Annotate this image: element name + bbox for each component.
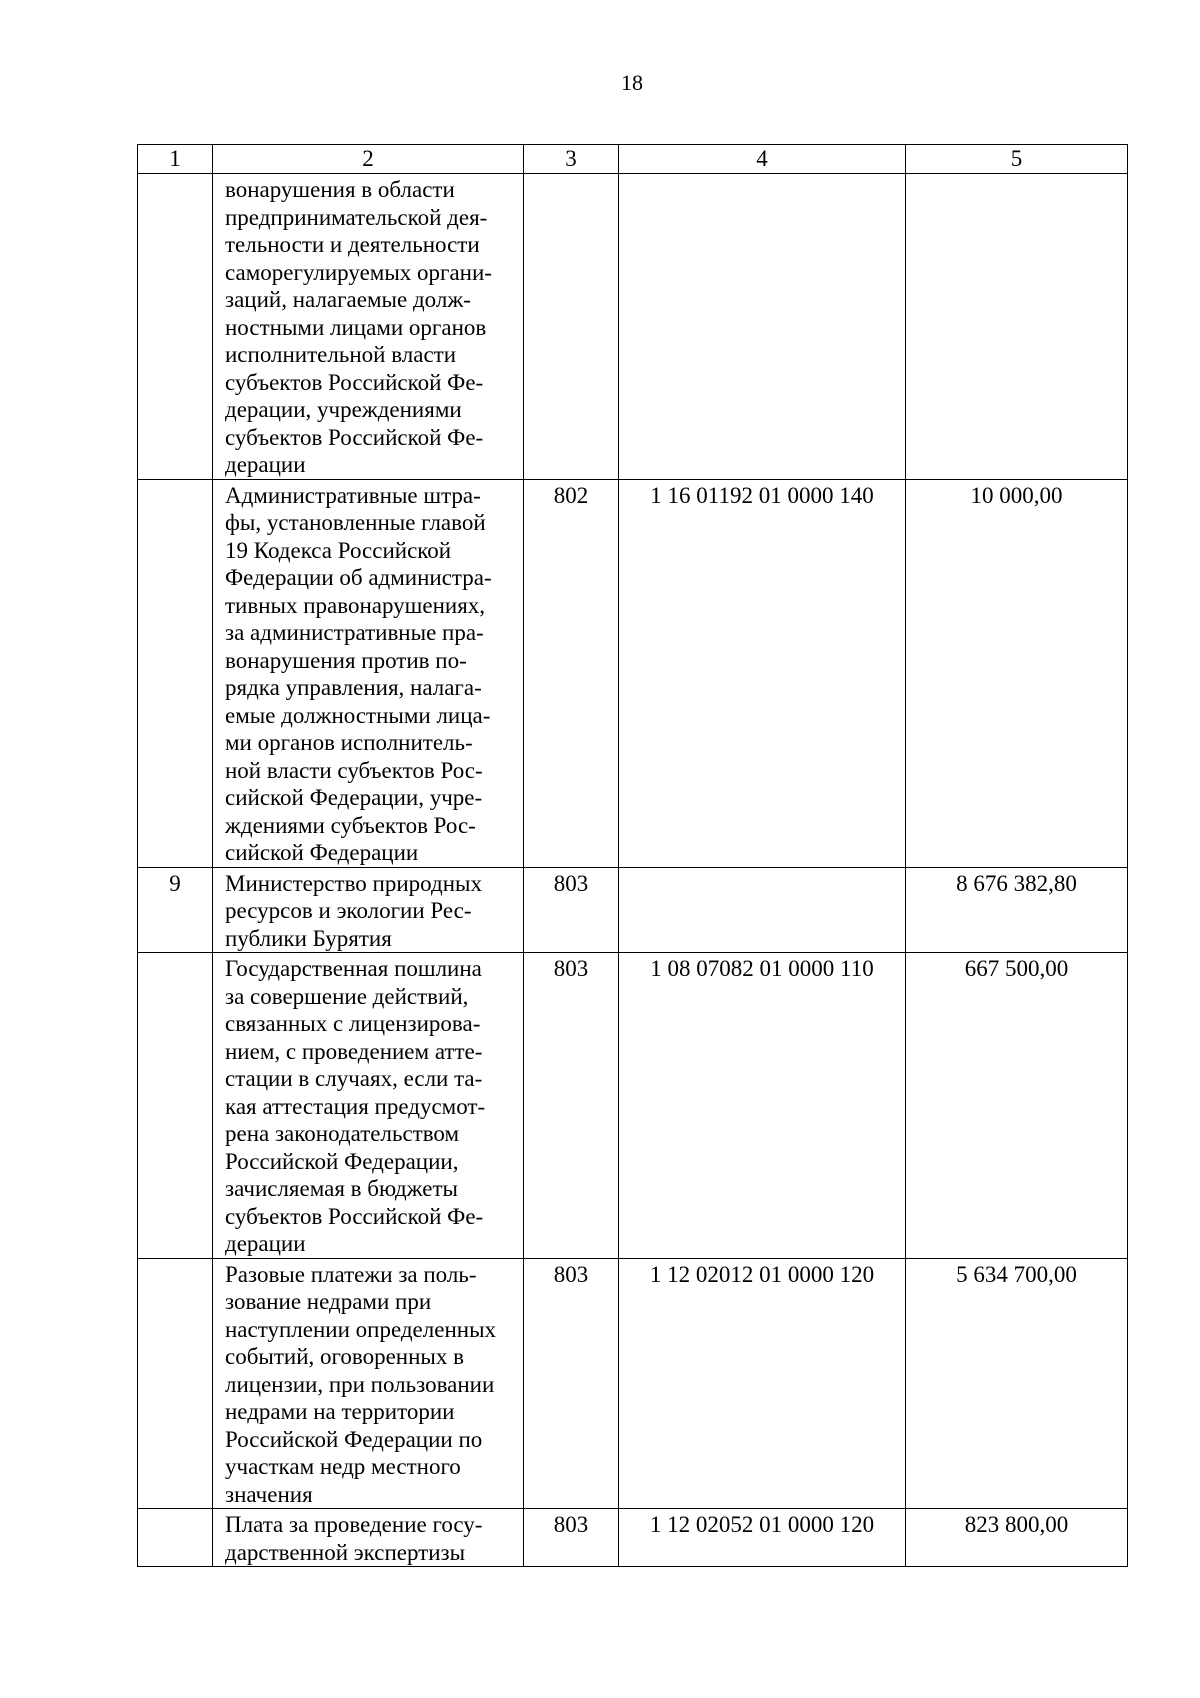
admin-code-cell: 802	[524, 479, 619, 867]
description-cell: Административные штра- фы, установленные главой 19 Кодекса Российской Федерации об администра- тивных правонарушениях, за административные пра- вонарушения против по- рядка управления, налага- емые должностными лица- ми органов исполнитель- ной власти субъектов Рос- сийской Федерации, учре- ждениями субъектов Рос- сийской Федерации	[213, 479, 524, 867]
table-row	[138, 953, 1128, 1259]
row-number-cell	[138, 479, 213, 867]
row-number-cell: 9	[138, 867, 213, 953]
row-number-cell	[138, 174, 213, 480]
column-header: 5	[906, 145, 1128, 174]
table-row	[138, 479, 1128, 867]
description-cell: Разовые платежи за поль- зование недрами при наступлении определенных событий, оговоренных в лицензии, при пользовании недрами на территории Российской Федерации по участкам недр местного значения	[213, 1258, 524, 1509]
description-cell: вонарушения в области предпринимательской дея- тельности и деятельности саморегулируемых органи- заций, налагаемые долж- ностными лицами органов исполнительной власти субъектов Российской Фе- дерации, учреждениями субъектов Российской Фе- дерации	[213, 174, 524, 480]
admin-code-cell: 803	[524, 953, 619, 1259]
description-cell: Плата за проведение госу- дарственной экспертизы	[213, 1509, 524, 1567]
table-row	[138, 867, 1128, 953]
page-number: 18	[621, 70, 643, 95]
amount-cell: 8 676 382,80	[906, 867, 1128, 953]
budget-code-cell: 1 12 02012 01 0000 120	[619, 1258, 906, 1509]
column-header: 4	[619, 145, 906, 174]
admin-code-cell	[524, 174, 619, 480]
row-number-cell	[138, 1258, 213, 1509]
budget-code-cell: 1 08 07082 01 0000 110	[619, 953, 906, 1259]
table-row	[138, 1509, 1128, 1567]
budget-code-cell	[619, 867, 906, 953]
admin-code-cell: 803	[524, 867, 619, 953]
description-cell: Государственная пошлина за совершение действий, связанных с лицензирова- нием, с проведением атте- стации в случаях, если та- кая аттестация предусмот- рена законодательством Российской Федерации, зачисляемая в бюджеты субъектов Российской Фе- дерации	[213, 953, 524, 1259]
admin-code-cell: 803	[524, 1509, 619, 1567]
budget-code-cell	[619, 174, 906, 480]
amount-cell: 10 000,00	[906, 479, 1128, 867]
description-cell: Министерство природных ресурсов и экологии Рес- публики Бурятия	[213, 867, 524, 953]
amount-cell	[906, 174, 1128, 480]
table-row	[138, 1258, 1128, 1509]
budget-code-cell: 1 16 01192 01 0000 140	[619, 479, 906, 867]
revenue-table	[137, 144, 1128, 1567]
admin-code-cell: 803	[524, 1258, 619, 1509]
budget-code-cell: 1 12 02052 01 0000 120	[619, 1509, 906, 1567]
amount-cell: 5 634 700,00	[906, 1258, 1128, 1509]
row-number-cell	[138, 953, 213, 1259]
table-row	[138, 174, 1128, 480]
column-header: 3	[524, 145, 619, 174]
column-header-row	[138, 145, 1128, 174]
column-header: 1	[138, 145, 213, 174]
amount-cell: 667 500,00	[906, 953, 1128, 1259]
row-number-cell	[138, 1509, 213, 1567]
amount-cell: 823 800,00	[906, 1509, 1128, 1567]
column-header: 2	[213, 145, 524, 174]
